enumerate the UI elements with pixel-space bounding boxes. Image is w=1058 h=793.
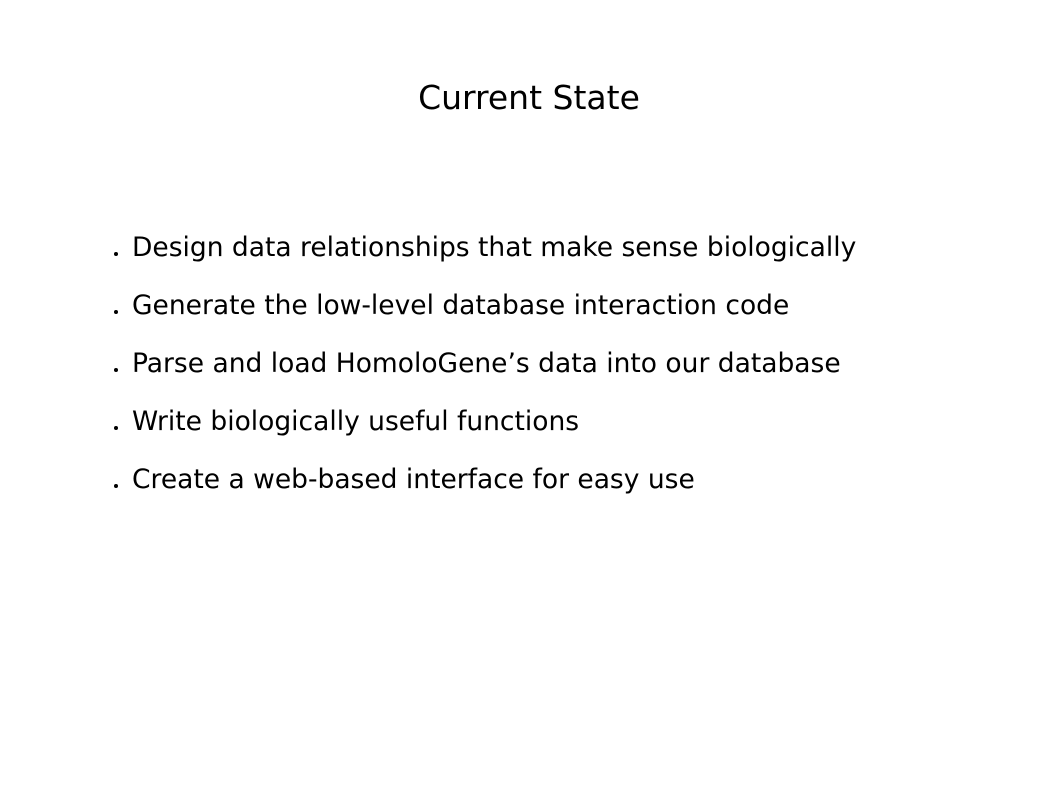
bullet-dot-icon: [114, 252, 118, 256]
bullet-text: Parse and load HomoloGene’s data into our database: [132, 348, 841, 379]
bullet-text: Create a web-based interface for easy use: [132, 464, 695, 495]
bullet-text: Design data relationships that make sense biologically: [132, 232, 857, 263]
slide-title: Current State: [418, 78, 640, 117]
bullet-dot-icon: [114, 310, 118, 314]
bullet-dot-icon: [114, 426, 118, 430]
bullet-text: Generate the low-level database interaction code: [132, 290, 790, 321]
bullet-dot-icon: [114, 368, 118, 372]
bullet-dot-icon: [114, 484, 118, 488]
bullet-text: Write biologically useful functions: [132, 406, 580, 437]
